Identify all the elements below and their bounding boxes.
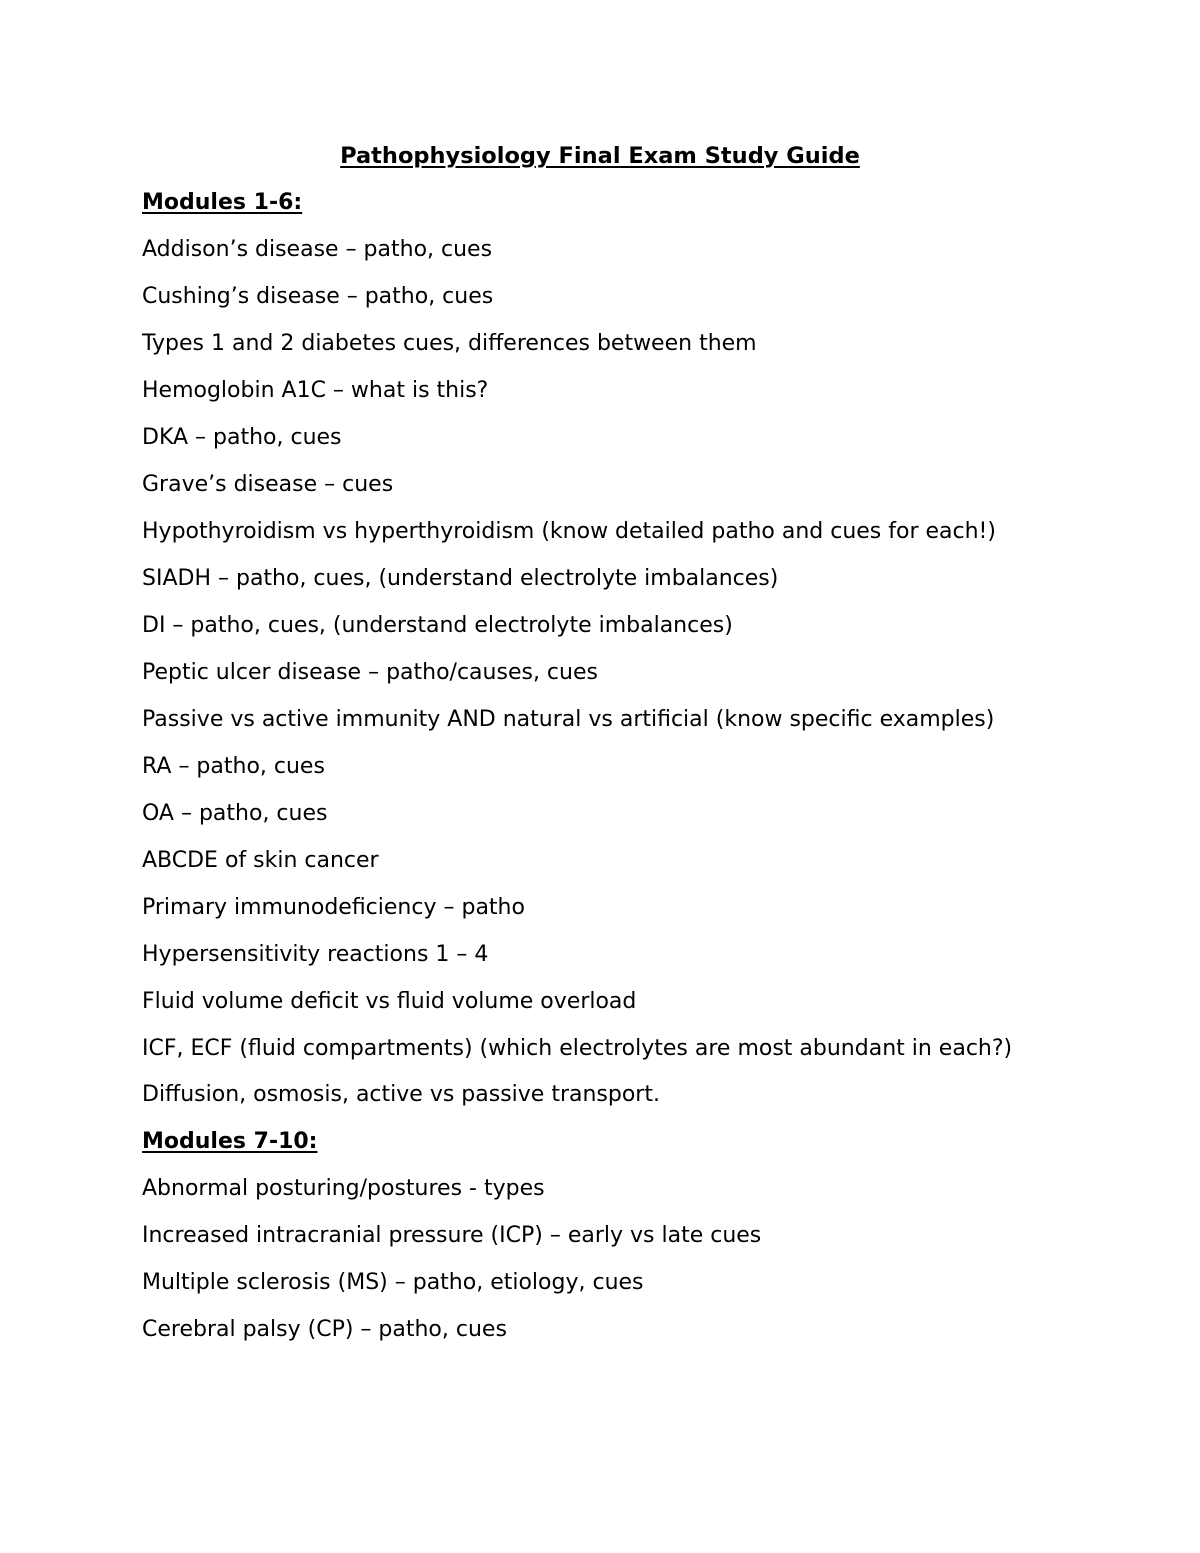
section-heading: Modules 7-10: — [142, 1129, 318, 1154]
topic-item: Hypersensitivity reactions 1 – 4 — [142, 942, 489, 967]
topic-list — [142, 235, 1057, 1110]
section-modules-1-6 — [142, 188, 1057, 1110]
topic-item: Diffusion, osmosis, active vs passive transport. — [142, 1082, 660, 1107]
topic-item: Peptic ulcer disease – patho/causes, cues — [142, 660, 598, 685]
topic-item: Fluid volume deficit vs fluid volume overload — [142, 989, 637, 1014]
topic-item: RA – patho, cues — [142, 754, 325, 779]
topic-item: Primary immunodeficiency – patho — [142, 895, 525, 920]
topic-item: Types 1 and 2 diabetes cues, differences between them — [142, 331, 757, 356]
section-modules-7-10 — [142, 1127, 1057, 1345]
topic-item: Hemoglobin A1C – what is this? — [142, 378, 489, 403]
topic-item: Grave’s disease – cues — [142, 472, 394, 497]
topic-item: Cerebral palsy (CP) – patho, cues — [142, 1317, 507, 1342]
topic-item: DKA – patho, cues — [142, 425, 342, 450]
topic-item: Increased intracranial pressure (ICP) – early vs late cues — [142, 1223, 762, 1248]
topic-item: SIADH – patho, cues, (understand electrolyte imbalances) — [142, 566, 779, 591]
topic-item: Cushing’s disease – patho, cues — [142, 284, 494, 309]
topic-item: Multiple sclerosis (MS) – patho, etiology, cues — [142, 1270, 644, 1295]
section-heading: Modules 1-6: — [142, 190, 303, 215]
topic-item: Hypothyroidism vs hyperthyroidism (know detailed patho and cues for each!) — [142, 519, 996, 544]
document-body — [142, 188, 1057, 1362]
topic-item: ABCDE of skin cancer — [142, 848, 379, 873]
topic-item: Addison’s disease – patho, cues — [142, 237, 493, 262]
document-title: Pathophysiology Final Exam Study Guide — [340, 143, 860, 169]
topic-item: Passive vs active immunity AND natural vs artificial (know specific examples) — [142, 707, 995, 732]
topic-item: Abnormal posturing/postures - types — [142, 1176, 545, 1201]
topic-item: OA – patho, cues — [142, 801, 328, 826]
topic-list — [142, 1174, 1057, 1345]
topic-item: ICF, ECF (fluid compartments) (which electrolytes are most abundant in each?) — [142, 1036, 1013, 1061]
topic-item: DI – patho, cues, (understand electrolyte imbalances) — [142, 613, 733, 638]
